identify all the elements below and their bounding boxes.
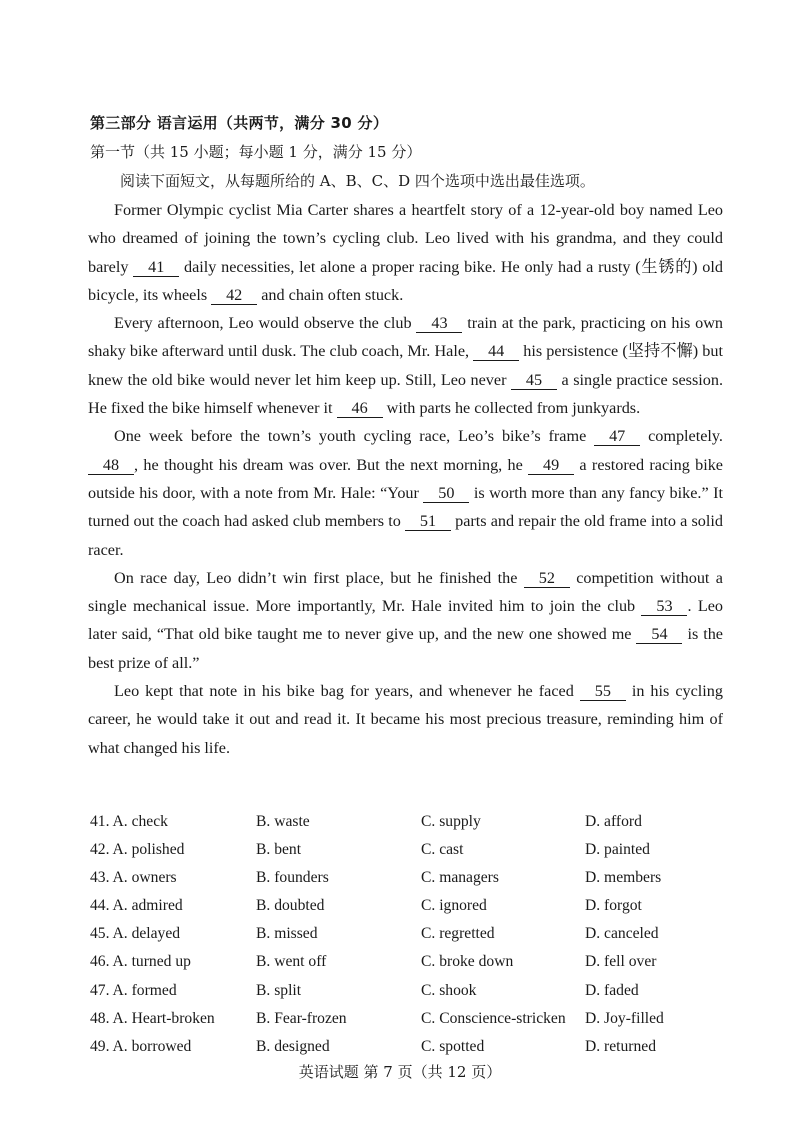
- instruction-text: 阅读下面短文，从每题所给的 A、B、C、D 四个选项中选出最佳选项。: [120, 172, 595, 190]
- text: is the best prize of all.”: [88, 625, 723, 672]
- blank-41: 41: [133, 258, 179, 277]
- text: a restored racing bike outside his door, with a note from Mr. Hale: “Your: [88, 455, 723, 502]
- option-a: 41. A. check: [90, 813, 168, 830]
- option-row: [90, 897, 730, 925]
- text: daily necessities, let alone a proper racing bike. He only had a rusty (生锈的) old bicycle, its wheels: [88, 257, 723, 304]
- option-c: C. ignored: [421, 897, 487, 915]
- blank-44: 44: [473, 342, 519, 361]
- answer-options: [90, 813, 730, 1066]
- blank-48: 48: [88, 456, 134, 475]
- paragraph-5: [88, 677, 723, 762]
- text: train at the park, practicing on his own shaky bike afterward until dusk. The club coach, Mr. Hale,: [88, 314, 724, 361]
- option-b: B. Fear-frozen: [256, 1009, 347, 1027]
- option-row: [90, 841, 730, 869]
- option-a: 49. A. borrowed: [90, 1037, 192, 1055]
- text: completely.: [640, 427, 723, 446]
- paragraph-3: [88, 422, 723, 563]
- option-a: 47. A. formed: [90, 981, 177, 999]
- option-b: B. doubted: [256, 897, 325, 915]
- option-c: C. broke down: [421, 953, 514, 971]
- option-row: [90, 1010, 730, 1038]
- text: in his cycling career, he would take it out and read it. It became his most precious treasure, reminding him of what changed his life.: [88, 682, 723, 757]
- option-d: D. members: [585, 869, 662, 887]
- option-row: [90, 925, 730, 953]
- option-d: D. canceled: [585, 925, 659, 943]
- option-a: 44. A. admired: [90, 897, 183, 915]
- text: is worth more than any fancy bike.” It turned out the coach had asked club members to: [88, 483, 723, 531]
- text: On race day, Leo didn’t win first place, but he finished the: [114, 568, 524, 587]
- option-d: D. faded: [585, 981, 639, 999]
- option-d: D. afford: [585, 813, 642, 830]
- paragraph-1: [88, 196, 723, 309]
- option-a: 48. A. Heart-broken: [90, 1009, 215, 1027]
- page-footer: 英语试题 第 7 页（共 12 页）: [298, 1063, 502, 1081]
- text: Every afternoon, Leo would observe the club: [114, 314, 417, 333]
- text: , he thought his dream was over. But the next morning, he: [134, 455, 529, 474]
- paragraph-4: [88, 564, 723, 677]
- blank-47: 47: [594, 427, 640, 446]
- blank-51: 51: [405, 512, 451, 531]
- blank-50: 50: [423, 484, 469, 503]
- option-d: D. returned: [585, 1037, 657, 1055]
- blank-49: 49: [528, 456, 574, 475]
- subsection-title: 第一节（共 15 小题；每小题 1 分，满分 15 分）: [90, 143, 422, 161]
- option-c: C. spotted: [421, 1037, 485, 1055]
- text: parts and repair the old frame into a solid racer.: [88, 512, 723, 559]
- option-c: C. managers: [421, 869, 499, 887]
- blank-52: 52: [524, 569, 570, 588]
- text: Former Olympic cyclist Mia Carter shares a heartfelt story of a 12-year-old boy named Leo who dreamed of joining the town’s cycling club. Leo lived with his grandma, and they could barely: [88, 201, 723, 276]
- option-row: [90, 982, 730, 1010]
- option-b: B. founders: [256, 869, 329, 887]
- option-b: B. bent: [256, 841, 302, 859]
- text: with parts he collected from junkyards.: [382, 399, 641, 418]
- option-d: D. fell over: [585, 953, 657, 971]
- reading-passage: [88, 196, 723, 762]
- option-a: 45. A. delayed: [90, 925, 181, 943]
- paragraph-2: [88, 309, 723, 422]
- blank-53: 53: [641, 597, 687, 616]
- option-a: 46. A. turned up: [90, 953, 191, 971]
- option-b: B. designed: [256, 1037, 330, 1055]
- blank-42: 42: [211, 286, 257, 305]
- option-d: D. painted: [585, 841, 650, 859]
- option-d: D. Joy-filled: [585, 1009, 664, 1027]
- option-c: C. supply: [421, 813, 481, 830]
- blank-54: 54: [636, 625, 682, 644]
- text: One week before the town’s youth cycling race, Leo’s bike’s frame: [114, 427, 595, 446]
- text: and chain often stuck.: [257, 285, 404, 304]
- blank-43: 43: [416, 314, 462, 333]
- option-c: C. Conscience-stricken: [421, 1009, 566, 1027]
- option-c: C. shook: [421, 981, 477, 999]
- option-d: D. forgot: [585, 897, 642, 915]
- option-a: 42. A. polished: [90, 841, 185, 859]
- option-row: [90, 953, 730, 981]
- blank-46: 46: [337, 399, 383, 418]
- text: a single practice session. He fixed the bike himself whenever it: [88, 370, 723, 418]
- option-b: B. went off: [256, 953, 327, 971]
- text: Leo kept that note in his bike bag for years, and whenever he faced: [114, 682, 580, 701]
- option-a: 43. A. owners: [90, 869, 177, 887]
- blank-45: 45: [511, 371, 557, 390]
- blank-55: 55: [580, 682, 626, 701]
- option-b: B. split: [256, 981, 302, 999]
- text: . Leo later said, “That old bike taught me to never give up, and the new one showed me: [88, 597, 723, 644]
- option-b: B. missed: [256, 925, 318, 943]
- option-c: C. regretted: [421, 925, 495, 943]
- option-row: [90, 869, 730, 897]
- option-b: B. waste: [256, 813, 310, 830]
- option-row: [90, 813, 730, 841]
- section-title: 第三部分 语言运用（共两节，满分 30 分）: [90, 114, 389, 132]
- text: competition without a single mechanical issue. More importantly, Mr. Hale invited him to join the club: [88, 568, 723, 616]
- text: his persistence (坚持不懈) but knew the old bike would never let him keep up. Still, Leo never: [88, 342, 723, 389]
- option-c: C. cast: [421, 841, 464, 859]
